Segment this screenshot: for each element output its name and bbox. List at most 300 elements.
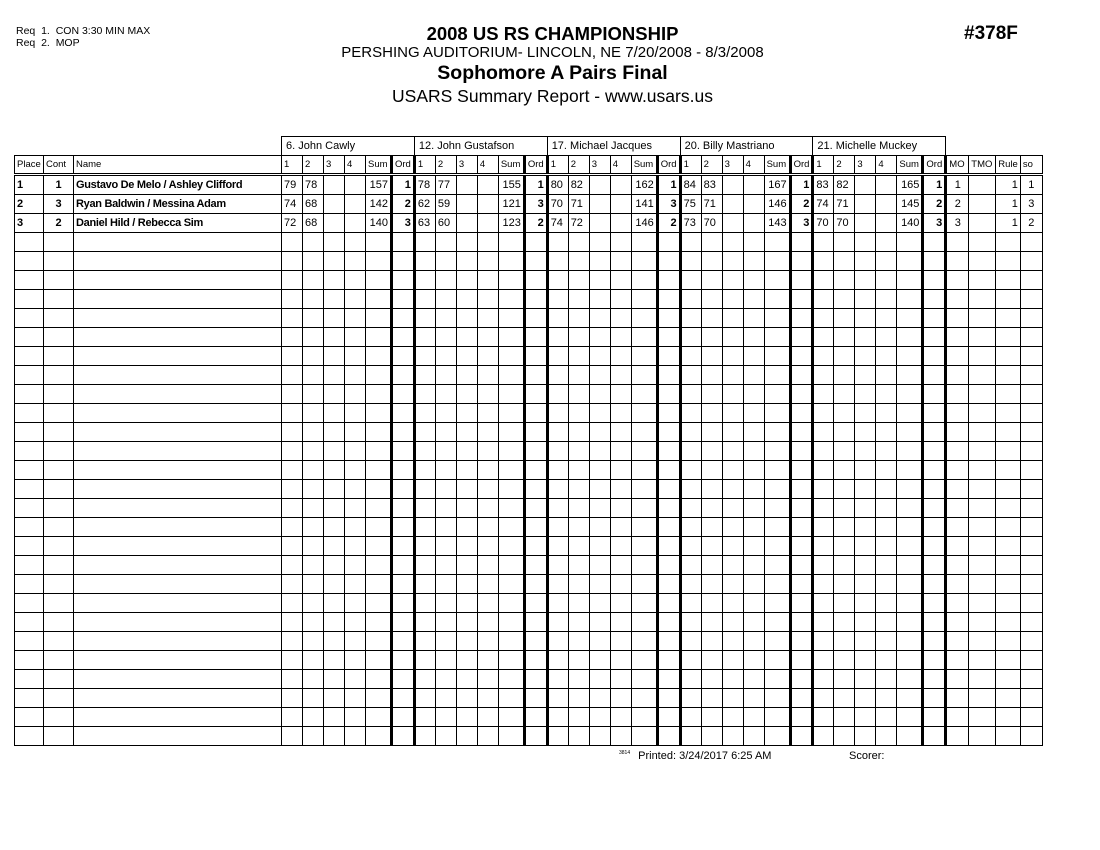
empty-cell xyxy=(414,366,435,385)
empty-cell xyxy=(657,651,680,670)
empty-cell xyxy=(764,556,790,575)
score: 63 xyxy=(414,214,435,233)
score xyxy=(855,195,876,214)
empty-cell xyxy=(855,442,876,461)
empty-cell xyxy=(610,404,631,423)
empty-cell xyxy=(435,632,456,651)
empty-cell xyxy=(923,499,946,518)
empty-cell xyxy=(722,689,743,708)
empty-cell xyxy=(813,423,834,442)
empty-cell xyxy=(855,423,876,442)
empty-cell xyxy=(923,613,946,632)
empty-cell xyxy=(764,385,790,404)
empty-cell xyxy=(345,651,366,670)
empty-cell xyxy=(524,461,547,480)
empty-cell xyxy=(834,613,855,632)
empty-cell xyxy=(897,404,923,423)
empty-cell xyxy=(44,556,74,575)
empty-cell xyxy=(969,670,996,689)
empty-cell xyxy=(657,423,680,442)
empty-cell xyxy=(589,252,610,271)
empty-cell xyxy=(855,309,876,328)
header-so: so xyxy=(1020,156,1042,175)
empty-cell xyxy=(876,632,897,651)
empty-cell xyxy=(282,366,303,385)
empty-cell xyxy=(1020,366,1042,385)
empty-cell xyxy=(657,480,680,499)
empty-cell xyxy=(524,328,547,347)
empty-cell xyxy=(813,651,834,670)
empty-cell xyxy=(568,366,589,385)
empty-cell xyxy=(324,708,345,727)
empty-cell xyxy=(722,290,743,309)
empty-row xyxy=(15,328,1043,347)
empty-cell xyxy=(969,499,996,518)
ordinal: 1 xyxy=(923,175,946,195)
empty-cell xyxy=(631,271,657,290)
empty-cell xyxy=(44,309,74,328)
empty-cell xyxy=(435,708,456,727)
empty-cell xyxy=(834,556,855,575)
empty-cell xyxy=(923,385,946,404)
empty-cell xyxy=(456,537,477,556)
empty-cell xyxy=(324,233,345,252)
empty-cell xyxy=(414,309,435,328)
empty-cell xyxy=(631,290,657,309)
empty-cell xyxy=(392,252,415,271)
empty-cell xyxy=(764,594,790,613)
empty-cell xyxy=(498,689,524,708)
empty-cell xyxy=(15,271,44,290)
empty-cell xyxy=(477,575,498,594)
empty-cell xyxy=(610,347,631,366)
requirement-1: Req 1. CON 3:30 MIN MAX xyxy=(16,25,151,37)
header-judge-col: Ord xyxy=(923,156,946,175)
empty-row xyxy=(15,461,1043,480)
empty-cell xyxy=(524,575,547,594)
empty-cell xyxy=(701,727,722,746)
empty-cell xyxy=(855,594,876,613)
empty-cell xyxy=(282,575,303,594)
score: 72 xyxy=(568,214,589,233)
empty-cell xyxy=(392,651,415,670)
empty-cell xyxy=(303,670,324,689)
empty-cell xyxy=(524,632,547,651)
empty-cell xyxy=(722,271,743,290)
empty-cell xyxy=(657,594,680,613)
empty-cell xyxy=(923,708,946,727)
empty-cell xyxy=(568,632,589,651)
empty-cell xyxy=(923,442,946,461)
empty-cell xyxy=(631,575,657,594)
empty-cell xyxy=(610,461,631,480)
empty-cell xyxy=(701,613,722,632)
empty-cell xyxy=(524,480,547,499)
empty-cell xyxy=(366,385,392,404)
empty-cell xyxy=(722,594,743,613)
score xyxy=(345,195,366,214)
empty-cell xyxy=(1020,537,1042,556)
empty-cell xyxy=(477,404,498,423)
empty-cell xyxy=(680,537,701,556)
empty-cell xyxy=(764,613,790,632)
empty-cell xyxy=(282,499,303,518)
empty-cell xyxy=(969,290,996,309)
empty-cell xyxy=(897,309,923,328)
empty-cell xyxy=(969,594,996,613)
empty-row xyxy=(15,651,1043,670)
empty-cell xyxy=(876,366,897,385)
empty-cell xyxy=(392,670,415,689)
empty-cell xyxy=(477,613,498,632)
empty-cell xyxy=(456,651,477,670)
empty-cell xyxy=(414,632,435,651)
empty-cell xyxy=(324,328,345,347)
ordinal: 1 xyxy=(392,175,415,195)
empty-cell xyxy=(44,613,74,632)
empty-cell xyxy=(996,233,1021,252)
empty-cell xyxy=(764,575,790,594)
empty-cell xyxy=(524,271,547,290)
empty-cell xyxy=(855,385,876,404)
score-sum: 146 xyxy=(764,195,790,214)
empty-cell xyxy=(876,309,897,328)
score-sum: 162 xyxy=(631,175,657,195)
empty-row xyxy=(15,499,1043,518)
empty-cell xyxy=(345,575,366,594)
empty-cell xyxy=(743,727,764,746)
event-name: Sophomore A Pairs Final xyxy=(437,62,668,84)
empty-cell xyxy=(15,651,44,670)
empty-cell xyxy=(743,385,764,404)
mo: 3 xyxy=(946,214,969,233)
empty-cell xyxy=(701,328,722,347)
header-judge-col: 4 xyxy=(876,156,897,175)
empty-cell xyxy=(456,613,477,632)
empty-cell xyxy=(790,708,813,727)
empty-cell xyxy=(589,461,610,480)
empty-cell xyxy=(743,499,764,518)
empty-cell xyxy=(477,727,498,746)
empty-cell xyxy=(477,651,498,670)
empty-cell xyxy=(477,442,498,461)
empty-cell xyxy=(456,727,477,746)
header-judge-col: 2 xyxy=(568,156,589,175)
empty-cell xyxy=(996,518,1021,537)
empty-cell xyxy=(657,290,680,309)
empty-cell xyxy=(834,575,855,594)
empty-cell xyxy=(589,499,610,518)
empty-cell xyxy=(568,708,589,727)
empty-cell xyxy=(345,518,366,537)
empty-cell xyxy=(366,632,392,651)
empty-cell xyxy=(303,442,324,461)
score xyxy=(477,175,498,195)
empty-cell xyxy=(923,423,946,442)
score-sum: 167 xyxy=(764,175,790,195)
empty-row xyxy=(15,708,1043,727)
empty-cell xyxy=(834,309,855,328)
empty-cell xyxy=(589,537,610,556)
empty-cell xyxy=(392,461,415,480)
empty-cell xyxy=(366,480,392,499)
empty-cell xyxy=(74,328,282,347)
empty-cell xyxy=(701,499,722,518)
empty-cell xyxy=(855,499,876,518)
score: 59 xyxy=(435,195,456,214)
empty-cell xyxy=(524,347,547,366)
empty-cell xyxy=(876,271,897,290)
score: 73 xyxy=(680,214,701,233)
header-judge-col: 4 xyxy=(345,156,366,175)
empty-cell xyxy=(610,727,631,746)
empty-cell xyxy=(764,252,790,271)
empty-cell xyxy=(610,670,631,689)
empty-cell xyxy=(923,309,946,328)
empty-cell xyxy=(345,442,366,461)
empty-cell xyxy=(743,347,764,366)
empty-cell xyxy=(680,328,701,347)
empty-cell xyxy=(790,442,813,461)
empty-cell xyxy=(547,347,568,366)
empty-cell xyxy=(790,670,813,689)
empty-cell xyxy=(813,480,834,499)
empty-cell xyxy=(498,233,524,252)
empty-cell xyxy=(680,233,701,252)
empty-cell xyxy=(15,252,44,271)
empty-cell xyxy=(996,594,1021,613)
score xyxy=(722,195,743,214)
empty-cell xyxy=(813,499,834,518)
empty-row xyxy=(15,689,1043,708)
empty-row xyxy=(15,442,1043,461)
score xyxy=(589,214,610,233)
empty-cell xyxy=(610,518,631,537)
empty-cell xyxy=(303,632,324,651)
empty-cell xyxy=(303,233,324,252)
so: 1 xyxy=(1020,175,1042,195)
empty-cell xyxy=(855,632,876,651)
empty-cell xyxy=(392,689,415,708)
empty-cell xyxy=(701,404,722,423)
empty-cell xyxy=(303,480,324,499)
empty-cell xyxy=(15,575,44,594)
empty-cell xyxy=(324,499,345,518)
empty-cell xyxy=(946,385,969,404)
empty-cell xyxy=(722,575,743,594)
empty-cell xyxy=(897,708,923,727)
empty-cell xyxy=(764,689,790,708)
requirements xyxy=(16,25,150,49)
empty-cell xyxy=(969,366,996,385)
empty-cell xyxy=(743,518,764,537)
empty-cell xyxy=(631,461,657,480)
empty-cell xyxy=(547,613,568,632)
empty-cell xyxy=(657,632,680,651)
score xyxy=(722,214,743,233)
empty-cell xyxy=(366,271,392,290)
empty-cell xyxy=(392,309,415,328)
empty-row xyxy=(15,290,1043,309)
empty-cell xyxy=(631,442,657,461)
empty-row xyxy=(15,271,1043,290)
score xyxy=(345,214,366,233)
empty-cell xyxy=(324,366,345,385)
empty-cell xyxy=(456,309,477,328)
empty-cell xyxy=(456,404,477,423)
empty-cell xyxy=(722,404,743,423)
empty-cell xyxy=(498,442,524,461)
place: 3 xyxy=(15,214,44,233)
empty-cell xyxy=(547,461,568,480)
empty-cell xyxy=(969,461,996,480)
empty-cell xyxy=(568,233,589,252)
empty-cell xyxy=(657,518,680,537)
empty-cell xyxy=(680,252,701,271)
ordinal: 3 xyxy=(923,214,946,233)
empty-cell xyxy=(946,233,969,252)
empty-cell xyxy=(477,271,498,290)
score: 70 xyxy=(834,214,855,233)
empty-cell xyxy=(303,651,324,670)
empty-cell xyxy=(1020,385,1042,404)
table-row xyxy=(15,195,1043,214)
score: 79 xyxy=(282,175,303,195)
empty-cell xyxy=(680,290,701,309)
empty-cell xyxy=(324,442,345,461)
empty-cell xyxy=(610,366,631,385)
empty-cell xyxy=(524,727,547,746)
empty-cell xyxy=(1020,328,1042,347)
header-judge-col: Sum xyxy=(631,156,657,175)
empty-cell xyxy=(790,385,813,404)
empty-cell xyxy=(969,423,996,442)
empty-cell xyxy=(568,556,589,575)
empty-cell xyxy=(524,309,547,328)
empty-cell xyxy=(790,575,813,594)
empty-cell xyxy=(923,537,946,556)
empty-cell xyxy=(414,518,435,537)
empty-cell xyxy=(345,594,366,613)
empty-cell xyxy=(435,499,456,518)
empty-cell xyxy=(456,328,477,347)
empty-cell xyxy=(282,233,303,252)
empty-cell xyxy=(74,423,282,442)
empty-cell xyxy=(392,271,415,290)
empty-cell xyxy=(764,366,790,385)
header-judge-col: 1 xyxy=(547,156,568,175)
empty-cell xyxy=(568,328,589,347)
empty-cell xyxy=(456,632,477,651)
empty-cell xyxy=(631,328,657,347)
spacer xyxy=(15,137,282,156)
empty-cell xyxy=(701,670,722,689)
empty-cell xyxy=(657,404,680,423)
empty-cell xyxy=(456,385,477,404)
empty-cell xyxy=(414,727,435,746)
empty-cell xyxy=(969,689,996,708)
empty-cell xyxy=(790,309,813,328)
empty-cell xyxy=(345,347,366,366)
empty-cell xyxy=(855,708,876,727)
empty-cell xyxy=(897,442,923,461)
empty-cell xyxy=(547,708,568,727)
empty-cell xyxy=(15,366,44,385)
empty-cell xyxy=(435,537,456,556)
empty-cell xyxy=(946,442,969,461)
empty-cell xyxy=(366,366,392,385)
judge-name: 17. Michael Jacques xyxy=(547,137,680,156)
empty-cell xyxy=(44,670,74,689)
empty-cell xyxy=(610,689,631,708)
empty-cell xyxy=(589,518,610,537)
empty-cell xyxy=(743,442,764,461)
empty-cell xyxy=(498,518,524,537)
empty-cell xyxy=(813,727,834,746)
empty-cell xyxy=(15,404,44,423)
score xyxy=(876,195,897,214)
empty-cell xyxy=(680,442,701,461)
empty-cell xyxy=(498,594,524,613)
empty-cell xyxy=(680,575,701,594)
empty-cell xyxy=(524,689,547,708)
empty-cell xyxy=(456,480,477,499)
empty-cell xyxy=(524,537,547,556)
empty-cell xyxy=(589,480,610,499)
empty-cell xyxy=(764,423,790,442)
empty-cell xyxy=(345,499,366,518)
empty-cell xyxy=(1020,423,1042,442)
empty-cell xyxy=(876,423,897,442)
empty-cell xyxy=(74,290,282,309)
empty-cell xyxy=(946,404,969,423)
empty-cell xyxy=(813,252,834,271)
empty-cell xyxy=(414,480,435,499)
empty-cell xyxy=(722,499,743,518)
empty-cell xyxy=(1020,689,1042,708)
score: 70 xyxy=(701,214,722,233)
empty-cell xyxy=(366,670,392,689)
report-titles xyxy=(300,23,805,107)
score-sum: 155 xyxy=(498,175,524,195)
empty-cell xyxy=(414,328,435,347)
empty-cell xyxy=(855,366,876,385)
score-sum: 123 xyxy=(498,214,524,233)
judge-name: 21. Michelle Muckey xyxy=(813,137,946,156)
empty-cell xyxy=(324,309,345,328)
empty-cell xyxy=(524,708,547,727)
empty-cell xyxy=(722,233,743,252)
empty-cell xyxy=(834,708,855,727)
empty-cell xyxy=(897,613,923,632)
empty-cell xyxy=(547,556,568,575)
empty-cell xyxy=(1020,442,1042,461)
empty-cell xyxy=(324,252,345,271)
empty-cell xyxy=(498,632,524,651)
empty-cell xyxy=(764,480,790,499)
empty-cell xyxy=(657,575,680,594)
empty-cell xyxy=(74,347,282,366)
empty-cell xyxy=(15,518,44,537)
empty-cell xyxy=(477,689,498,708)
empty-cell xyxy=(946,480,969,499)
empty-cell xyxy=(946,290,969,309)
empty-cell xyxy=(946,632,969,651)
empty-cell xyxy=(996,670,1021,689)
empty-cell xyxy=(15,309,44,328)
empty-cell xyxy=(498,328,524,347)
empty-cell xyxy=(498,347,524,366)
